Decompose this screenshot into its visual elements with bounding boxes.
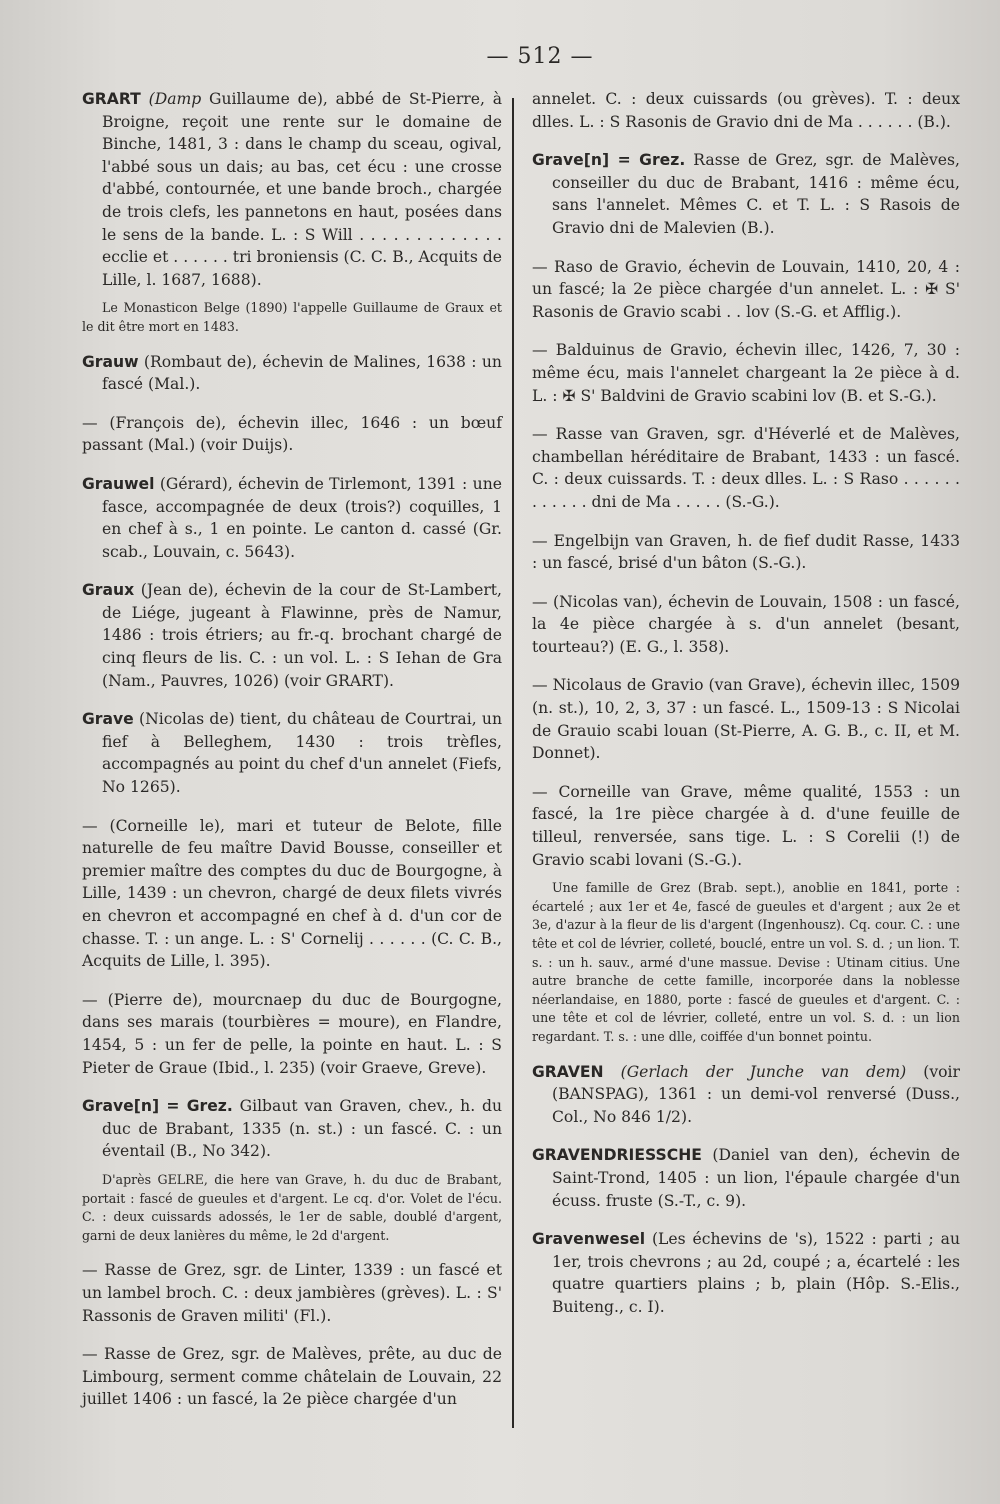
footnote <box>82 1171 502 1245</box>
armorial-subentry <box>82 815 502 973</box>
armorial-subentry <box>532 781 960 871</box>
footnote-text: D'après GELRE, die here van Grave, h. du duc de Brabant, portait : fascé de gueules et d'argent. Le cq. d'or. Volet de l'écu. C. : deux cuissards adossés, le 1er de sable, doublé d'argent, garni de deux lanières du même, le 2d d'argent. <box>82 1171 502 1243</box>
entry-headword: Grauwel <box>82 474 155 493</box>
entry-headword-qualifier: (Gerlach der Junche van dem) <box>620 1062 907 1081</box>
entry-text: — (Corneille le), mari et tuteur de Belote, fille naturelle de feu maître David Bousse, conseiller et premier maître des comptes du duc de Bourgogne, à Lille, 1439 : un chevron, chargé de deux filets vivrés en chevron et accompagné en chef à d. d'un cor de chasse. T. : un ange. L. : S' Cornelij . . . . . . (C. C. B., Acquits de Lille, l. 395). <box>82 816 502 971</box>
armorial-entry <box>532 149 960 239</box>
entry-text: annelet. C. : deux cuissards (ou grèves). T. : deux dlles. L. : S Rasonis de Gravio dni de Ma . . . . . . (B.). <box>532 90 960 131</box>
footnote-text: Une famille de Grez (Brab. sept.), anoblie en 1841, porte : écartelé ; aux 1er et 4e, fascé de gueules et d'argent ; aux 2e et 3e, d'azur à la fleur de lis d'argent (Ingenhousz). Cq. cour. C. : une tête et col de lévrier, colleté, bouclé, entre un vol. S. d. ; un lion. T. s. : un h. sauv., armé d'une massue. Devise : Utinam citius. Une autre branche de cette famille, incorporée dans la noblesse néerlandaise, en 1880, porte : fascé de gueules et d'argent. C. : une tête et col de lévrier, colleté, entre un vol. S. d. : un lion regardant. T. s. : une dlle, coiffée d'un bonnet pointu. <box>532 880 960 1044</box>
column-divider <box>512 98 514 1428</box>
entry-text: — Rasse van Graven, sgr. d'Héverlé et de Malèves, chambellan héréditaire de Brabant, 1433 : un fascé. C. : deux cuissards. T. : deux dlles. L. : S Raso . . . . . . . . . . . . dni de Ma . . . . . (S.-G.). <box>532 425 960 511</box>
entry-text: (Nicolas de) tient, du château de Courtrai, un fief à Belleghem, 1430 : trois trèfles, accompagnés au point du chef d'un annelet (Fiefs, No 1265). <box>102 710 502 797</box>
footnote <box>82 299 502 336</box>
armorial-subentry <box>532 339 960 407</box>
entry-text: — (Nicolas van), échevin de Louvain, 1508 : un fascé, la 4e pièce chargée à s. d'un annelet (besant, tourteau?) (E. G., l. 358). <box>532 592 960 656</box>
entry-headword: Grave[n] = Grez. <box>82 1097 233 1116</box>
armorial-subentry <box>82 1343 502 1411</box>
entry-text: — (François de), échevin illec, 1646 : un bœuf passant (Mal.) (voir Duijs). <box>82 413 502 455</box>
entry-text: (Les échevins de 's), 1522 : parti ; au 1er, trois chevrons ; au 2d, coupé ; a, écartelé : les quatre quartiers plains ; b, plain (Hôp. S.-Elis., Buiteng., c. I). <box>552 1230 960 1316</box>
entry-text: Guillaume de), abbé de St-Pierre, à Broigne, reçoit une rente sur le domaine de Binche, 1481, 3 : dans le champ du sceau, ogival, l'abbé sous un dais; au bas, cet écu : une crosse d'abbé, contournée, et une bande broch., chargée de trois clefs, les pannetons en haut, posées dans le sens de la bande. L. : S Will . . . . . . . . . . . . . ecclie et . . . . . . tri broniensis (C. C. B., Acquits de Lille, l. 1687, 1688). <box>102 90 502 289</box>
armorial-entry <box>532 1061 960 1129</box>
entry-headword: GRAVENDRIESSCHE <box>532 1146 702 1165</box>
entry-headword: Grave <box>82 710 134 729</box>
armorial-subentry <box>82 1259 502 1327</box>
entry-text: — Corneille van Grave, même qualité, 1553 : un fascé, la 1re pièce chargée à d. d'une feuille de tilleul, renversée, sans tige. L. : S Corelii (!) de Gravio scabi lovani (S.-G.). <box>532 782 960 869</box>
armorial-subentry <box>532 674 960 764</box>
armorial-entry <box>532 1144 960 1212</box>
armorial-entry <box>82 1095 502 1163</box>
entry-headword: Graux <box>82 581 135 600</box>
entry-text: — Rasse de Grez, sgr. de Linter, 1339 : un fascé et un lambel broch. C. : deux jambières (grèves). L. : S' Rassonis de Graven militi' (Fl.). <box>82 1261 502 1325</box>
armorial-subentry <box>532 530 960 575</box>
armorial-subentry <box>532 591 960 659</box>
entry-headword: GRART <box>82 90 141 108</box>
armorial-subentry <box>82 412 502 457</box>
entry-text: (Rombaut de), échevin de Malines, 1638 : un fascé (Mal.). <box>102 352 502 394</box>
entry-text: — Raso de Gravio, échevin de Louvain, 1410, 20, 4 : un fascé; la 2e pièce chargée d'un annelet. L. : ✠ S' Rasonis de Gravio scabi . . lov (S.-G. et Afflig.). <box>532 257 960 321</box>
armorial-subentry <box>532 423 960 513</box>
entry-text: — Engelbijn van Graven, h. de fief dudit Rasse, 1433 : un fascé, brisé d'un bâton (S.-G.). <box>532 531 960 573</box>
entry-text: (voir (BANSPAG), 1361 : un demi-vol renversé (Duss., Col., No 846 1/2). <box>552 1062 960 1126</box>
entry-headword: Gravenwesel <box>532 1230 646 1249</box>
entry-text: — Balduinus de Gravio, échevin illec, 1426, 7, 30 : même écu, mais l'annelet chargeant la 2e pièce à d. L. : ✠ S' Baldvini de Gravio scabini lov (B. et S.-G.). <box>532 341 960 405</box>
entry-headword: GRAVEN <box>532 1062 604 1081</box>
right-column <box>532 88 960 1335</box>
page-number: — 512 — <box>486 44 594 69</box>
armorial-entry <box>82 351 502 396</box>
entry-text: — (Pierre de), mourcnaep du duc de Bourgogne, dans ses marais (tourbières = moure), en Flandre, 1454, 5 : un fer de pelle, la pointe en haut. L. : S Pieter de Graue (Ibid., l. 235) (voir Graeve, Greve). <box>82 990 502 1077</box>
left-column <box>82 88 502 1427</box>
entry-text: (Jean de), échevin de la cour de St-Lambert, de Liége, jugeant à Flawinne, près de Namur, 1486 : trois étriers; au fr.-q. brochant chargé de cinq fleurs de lis. C. : un vol. L. : S Iehan de Gra (Nam., Pauvres, 1026) (voir GRART). <box>102 581 502 690</box>
footnote-text: Le Monasticon Belge (1890) l'appelle Guillaume de Graux et le dit être mort en 1483. <box>82 300 502 334</box>
entry-text: (Gérard), échevin de Tirlemont, 1391 : une fasce, accompagnée de deux (trois?) coquilles, 1 en chef à s., 1 en pointe. Le canton d. cassé (Gr. scab., Louvain, c. 5643). <box>102 474 502 561</box>
armorial-entry <box>532 1228 960 1318</box>
entry-text: Rasse de Grez, sgr. de Malèves, conseiller du duc de Brabant, 1416 : même écu, sans l'annelet. Mêmes C. et T. L. : S Rasois de Gravio dni de Malevien (B.). <box>552 151 960 237</box>
armorial-subentry <box>532 88 960 133</box>
armorial-subentry <box>82 989 502 1079</box>
armorial-entry <box>82 88 502 291</box>
armorial-subentry <box>532 256 960 324</box>
entry-text: (Daniel van den), échevin de Saint-Trond, 1405 : un lion, l'épaule chargée d'un écuss. fruste (S.-T., c. 9). <box>552 1146 960 1210</box>
armorial-entry <box>82 579 502 692</box>
entry-headword: Grave[n] = Grez. <box>532 151 686 170</box>
footnote <box>532 879 960 1046</box>
armorial-entry <box>82 473 502 563</box>
entry-text: — Nicolaus de Gravio (van Grave), échevin illec, 1509 (n. st.), 10, 2, 3, 37 : un fascé. L., 1509-13 : S Nicolai de Grauio scabi louan (St-Pierre, A. G. B., c. II, et M. Donnet). <box>532 676 960 763</box>
entry-headword: Grauw <box>82 352 139 371</box>
entry-text: — Rasse de Grez, sgr. de Malèves, prête, au duc de Limbourg, serment comme châtelain de Louvain, 22 juillet 1406 : un fascé, la 2e pièce chargée d'un <box>82 1345 502 1409</box>
entry-text: Gilbaut van Graven, chev., h. du duc de Brabant, 1335 (n. st.) : un fascé. C. : un éventail (B., No 342). <box>102 1097 502 1161</box>
armorial-entry <box>82 708 502 798</box>
entry-headword-qualifier: (Damp <box>148 90 202 108</box>
